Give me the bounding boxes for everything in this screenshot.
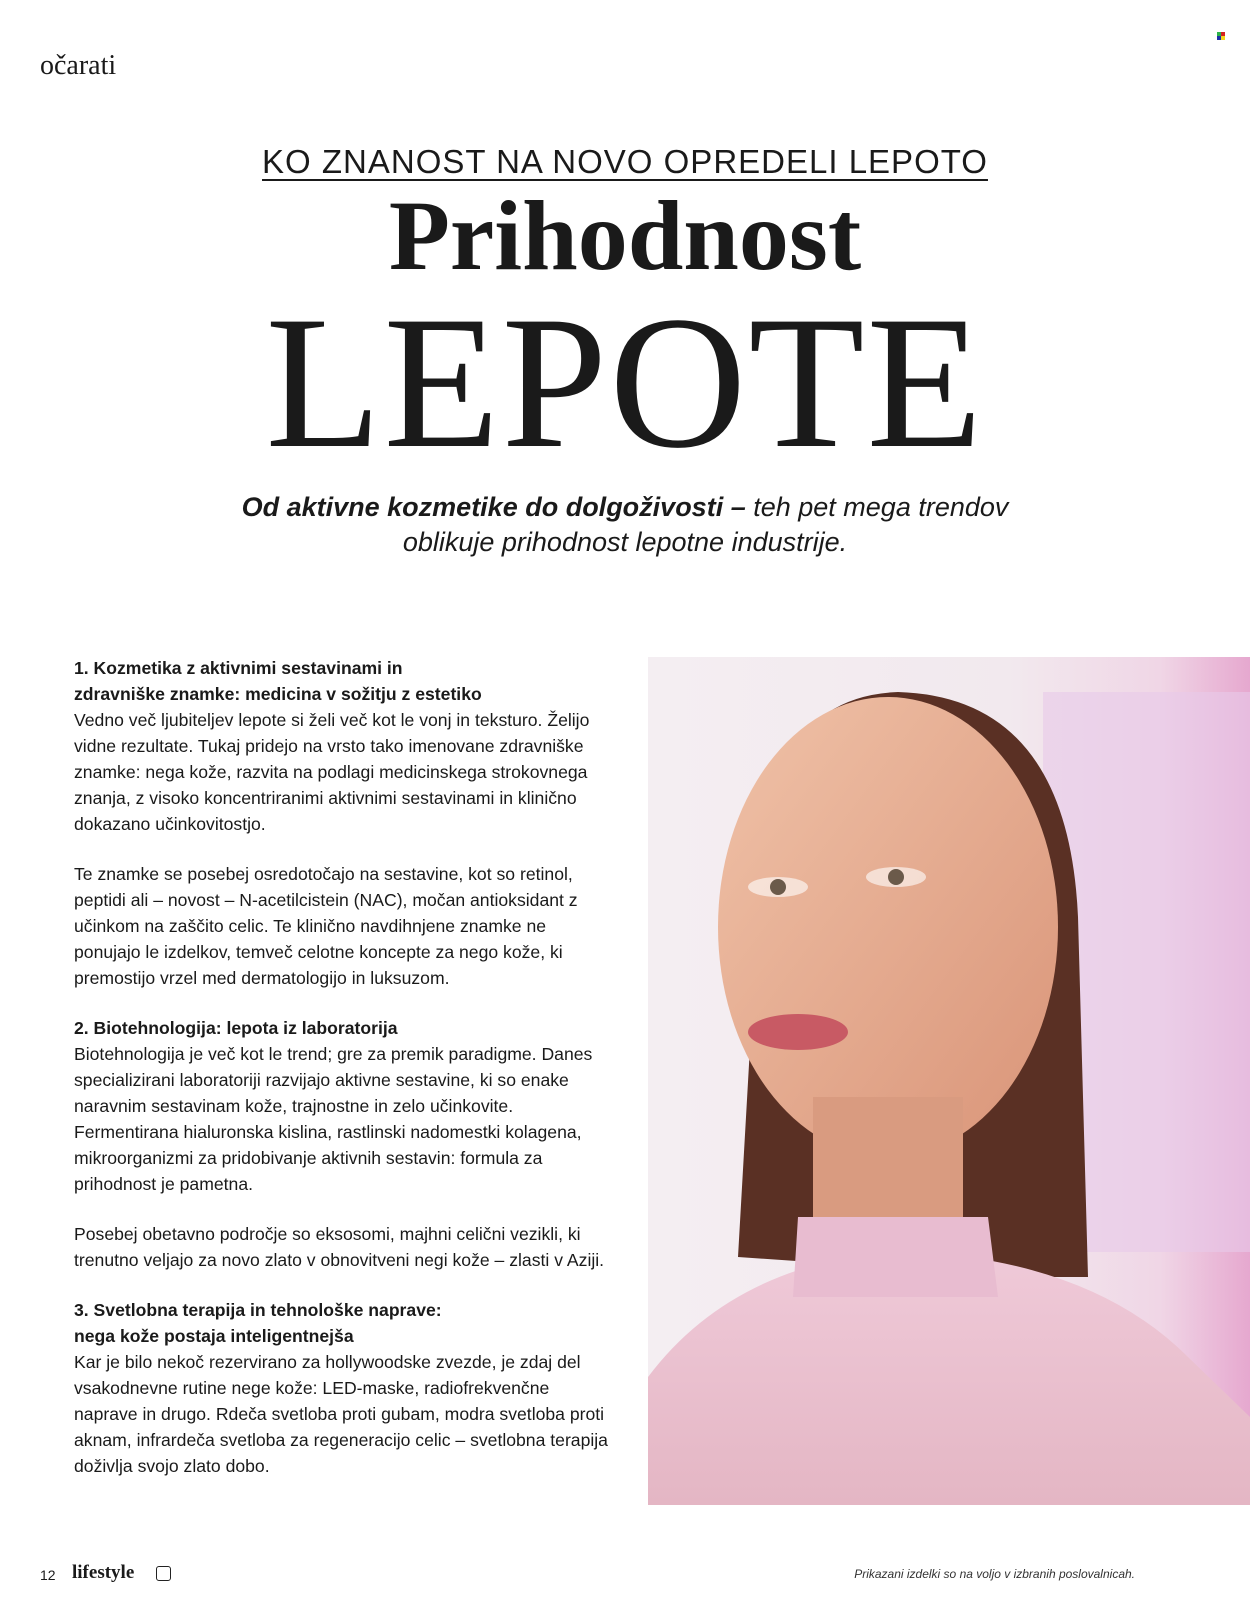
footer-brand: lifestyle [72, 1562, 135, 1583]
portrait-photo [648, 657, 1250, 1505]
section-2-heading: 2. Biotehnologija: lepota iz laboratorija [74, 1018, 398, 1038]
title-line-2: LEPOTE [265, 278, 985, 488]
lead-paragraph [0, 490, 1250, 560]
kicker: KO ZNANOST NA NOVO OPREDELI LEPOTO [262, 143, 988, 180]
paragraph: Posebej obetavno področje so eksosomi, majhni celični vezikli, ki trenutno veljajo za novo zlato v obnovitveni negi kože – zlasti v Aziji. [74, 1224, 605, 1270]
lifestyle-logo-icon [156, 1566, 171, 1581]
footer-note: Prikazani izdelki so na voljo v izbranih poslovalnicah. [854, 1567, 1135, 1581]
section-3-heading: 3. Svetlobna terapija in tehnološke naprave: nega kože postaja inteligentnejša [74, 1300, 442, 1346]
paragraph: Te znamke se posebej osredotočajo na sestavine, kot so retinol, peptidi ali – novost – N-acetilcistein (NAC), močan antioksidant z učinkom na zaščito celic. Te klinično navdihnjene znamke ne ponujajo le izdelkov, temveč celotne koncepte za nego kože, ki premostijo vrzel med dermatologijo in luksuzom. [74, 864, 578, 988]
lead-rest: teh pet mega trendov [745, 492, 1009, 522]
article-column [74, 655, 614, 1503]
paragraph: Biotehnologija je več kot le trend; gre za premik paradigme. Danes specializirani laboratoriji razvijajo aktivne sestavine, ki so enake naravnim sestavinam kože, trajnostne in zelo učinkovite. Fermentirana hialuronska kislina, rastlinski nadomestki kolagena, mikroorganizmi za pridobivanje aktivnih sestavin: formula za prihodnost je pametna. [74, 1044, 593, 1194]
paragraph: Kar je bilo nekoč rezervirano za hollywoodske zvezde, je zdaj del vsakodnevne rutine nege kože: LED-maske, radiofrekvenčne naprave in drugo. Rdeča svetloba proti gubam, modra svetloba proti aknam, infrardeča svetloba za regeneracijo celic – svetlobna terapija doživlja svojo zlato dobo. [74, 1352, 608, 1476]
section-1-heading: 1. Kozmetika z aktivnimi sestavinami in zdravniške znamke: medicina v sožitju z estetiko [74, 658, 482, 704]
lead-bold: Od aktivne kozmetike do dolgoživosti – [241, 492, 746, 522]
section-brand: očarati [40, 50, 117, 81]
page-number: 12 [40, 1567, 56, 1583]
lead-rest-2: oblikuje prihodnost lepotne industrije. [402, 527, 848, 557]
paragraph: Vedno več ljubiteljev lepote si želi več kot le vonj in teksturo. Želijo vidne rezultate. Tukaj pridejo na vrsto tako imenovane zdravniške znamke: nega kože, razvita na podlagi medicinskega strokovnega znanja, z visoko koncentriranimi aktivnimi sestavinami in klinično dokazano učinkovitostjo. [74, 710, 590, 834]
corner-logo-icon [1217, 32, 1225, 40]
title-line-1: Prihodnost [388, 180, 862, 291]
